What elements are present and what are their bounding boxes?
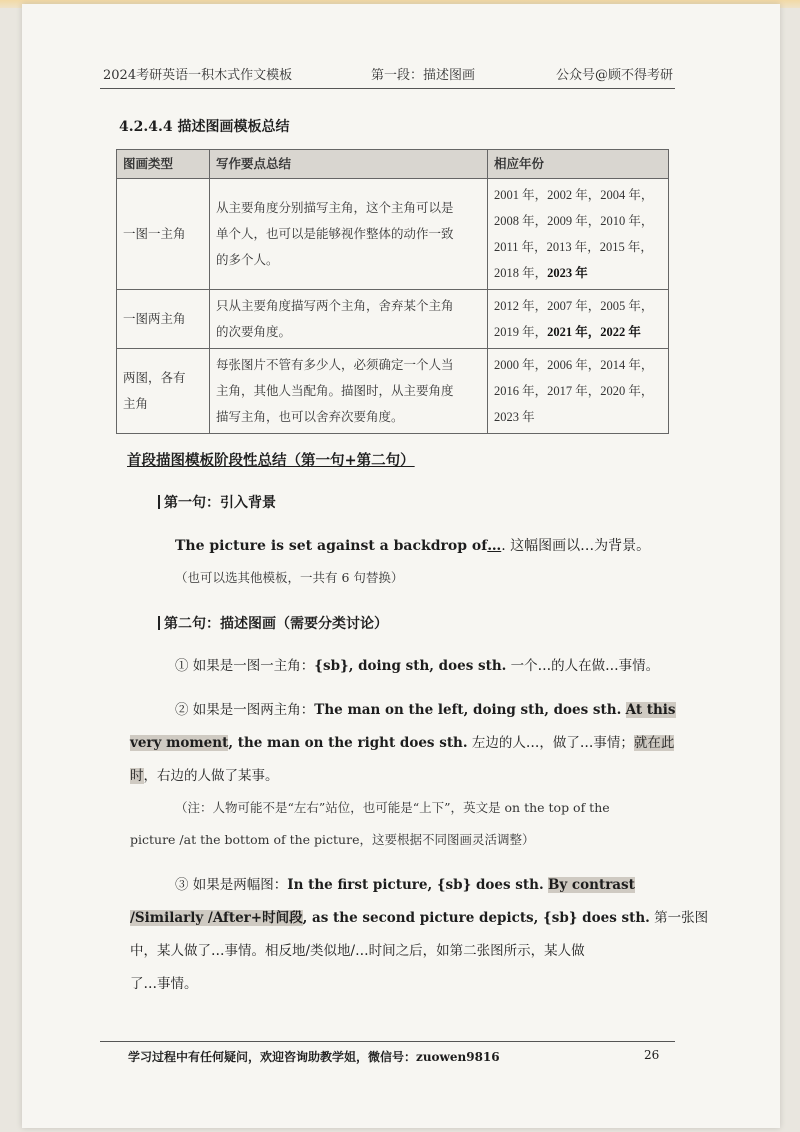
item3-highlight-en: By contrast <box>547 877 635 893</box>
page-number: 26 <box>644 1048 660 1062</box>
sentence1-note: （也可以选其他模板，一共有 6 句替换） <box>175 570 404 585</box>
item2-highlight-cn: 时 <box>130 768 144 784</box>
table-header-row <box>117 150 669 179</box>
header-left: 2024考研英语一积木式作文模板 <box>103 68 293 83</box>
table-row <box>117 349 669 434</box>
item3-highlight-en: /Similarly /After+时间段 <box>130 910 303 926</box>
table-cell-type <box>117 349 210 434</box>
item3-line1 <box>175 875 635 895</box>
item2-note-line2: picture /at the bottom of the picture，这要根据不同图画灵活调整） <box>130 832 535 847</box>
table-cell-type: 一图一主角 <box>117 179 210 290</box>
sentence1-en: The picture is set against a backdrop of <box>175 538 488 554</box>
item2-cn3: ，右边的人做了某事。 <box>143 768 279 784</box>
item2-note-line1: （注：人物可能不是“左右”站位，也可能是“上下”，英文是 on the top of the <box>175 800 610 815</box>
summary-line: 每张图片不管有多少人，必须确定一个人当 <box>216 357 454 372</box>
running-header <box>103 64 673 86</box>
table-header: 写作要点总结 <box>210 150 488 179</box>
header-rule <box>100 88 675 89</box>
item1 <box>175 656 659 676</box>
summary-line: 只从主要角度描写两个主角，舍弃某个主角 <box>216 298 454 313</box>
table-header: 图画类型 <box>117 150 210 179</box>
item3-cn: 如果是两幅图： <box>192 877 288 893</box>
sentence1-blank: … <box>487 538 502 554</box>
section-title: 4.2.4.4 描述图画模板总结 <box>119 119 290 135</box>
summary-table <box>116 149 669 434</box>
item3-number: ③ <box>175 877 189 893</box>
heading-bar-icon <box>158 616 160 630</box>
item1-en: {sb}, doing sth, does sth. <box>314 658 507 674</box>
years-line: 2000 年，2006 年，2014 年， <box>494 358 654 372</box>
years-line <box>494 319 662 345</box>
item2-en: The man on the left, doing sth, does sth. <box>314 702 622 718</box>
table-cell-summary <box>210 349 488 434</box>
item2-en2: , the man on the right does sth. <box>228 735 468 751</box>
years-bold: 2023 年 <box>547 266 588 280</box>
item2-highlight-en: very moment <box>130 735 229 751</box>
table-cell-years <box>488 290 669 349</box>
header-right: 公众号@顾不得考研 <box>555 68 673 83</box>
years-line: 2023 年 <box>494 410 535 424</box>
footer-rule <box>100 1041 675 1042</box>
summary-line: 的次要角度。 <box>216 324 292 339</box>
sentence2-heading-text: 第二句：描述图画（需要分类讨论） <box>164 616 388 632</box>
item3-line4: 了…事情。 <box>130 976 198 992</box>
item3-cn2: 第一张图 <box>654 910 709 926</box>
sentence1-template <box>175 536 650 556</box>
item2-cn: 如果是一图两主角： <box>192 702 315 718</box>
item2-highlight-cn: 就在此 <box>633 735 675 751</box>
summary-line: 从主要角度分别描写主角，这个主角可以是 <box>216 200 454 215</box>
item2-line3 <box>130 766 279 786</box>
footer-text: 学习过程中有任何疑问，欢迎咨询助教学姐，微信号：zuowen9816 <box>128 1050 500 1064</box>
years-line: 2016 年，2017 年，2020 年， <box>494 384 654 398</box>
table-row <box>117 290 669 349</box>
summary-line: 单个人，也可以是能够视作整体的动作一致 <box>216 226 454 241</box>
item2-highlight-en: At this <box>625 702 676 718</box>
table-row <box>117 179 669 290</box>
sentence1-heading <box>158 492 276 512</box>
header-middle: 第一段：描述图画 <box>371 68 476 83</box>
table-cell-type: 一图两主角 <box>117 290 210 349</box>
years-line: 2001 年，2002 年，2004 年， <box>494 188 654 202</box>
item2-number: ② <box>175 702 189 718</box>
item1-cn: 如果是一图一主角： <box>192 658 315 674</box>
summary-line: 主角，其他人当配角。描图时，从主要角度 <box>216 383 454 398</box>
sentence1-heading-text: 第一句：引入背景 <box>164 495 276 511</box>
item2-line1 <box>175 700 676 720</box>
summary-line: 的多个人。 <box>216 252 279 267</box>
years-line: 2012 年，2007 年，2005 年， <box>494 299 654 313</box>
type-line: 两图，各有 <box>123 370 186 385</box>
years-line: 2011 年，2013 年，2015 年， <box>494 240 653 254</box>
item1-cn2: 一个…的人在做…事情。 <box>510 658 660 674</box>
years-text: 2018 年， <box>494 266 548 280</box>
item3-en2: , as the second picture depicts, {sb} does sth. <box>302 910 650 926</box>
table-cell-years <box>488 179 669 290</box>
summary-title: 首段描图模板阶段性总结（第一句+第二句） <box>127 452 415 469</box>
summary-line: 描写主角，也可以舍弃次要角度。 <box>216 409 404 424</box>
item3-line3: 中，某人做了…事情。相反地/类似地/…时间之后，如第二张图所示，某人做 <box>130 943 585 959</box>
table-header: 相应年份 <box>488 150 669 179</box>
heading-bar-icon <box>158 495 160 509</box>
item3-line2 <box>130 908 708 928</box>
years-text: 2019 年， <box>494 325 548 339</box>
item3-en: In the first picture, {sb} does sth. <box>287 877 544 893</box>
years-line: 2008 年，2009 年，2010 年， <box>494 214 654 228</box>
years-bold: 2021 年，2022 年 <box>547 325 641 339</box>
sentence2-heading <box>158 613 388 633</box>
type-line: 主角 <box>123 396 149 411</box>
item2-line2 <box>130 733 674 753</box>
item2-cn2: 左边的人…，做了…事情； <box>471 735 634 751</box>
sentence1-cn: . 这幅图画以…为背景。 <box>501 538 651 554</box>
table-cell-summary <box>210 179 488 290</box>
table-cell-years <box>488 349 669 434</box>
years-line <box>494 260 662 286</box>
table-cell-summary <box>210 290 488 349</box>
item1-number: ① <box>175 658 189 674</box>
